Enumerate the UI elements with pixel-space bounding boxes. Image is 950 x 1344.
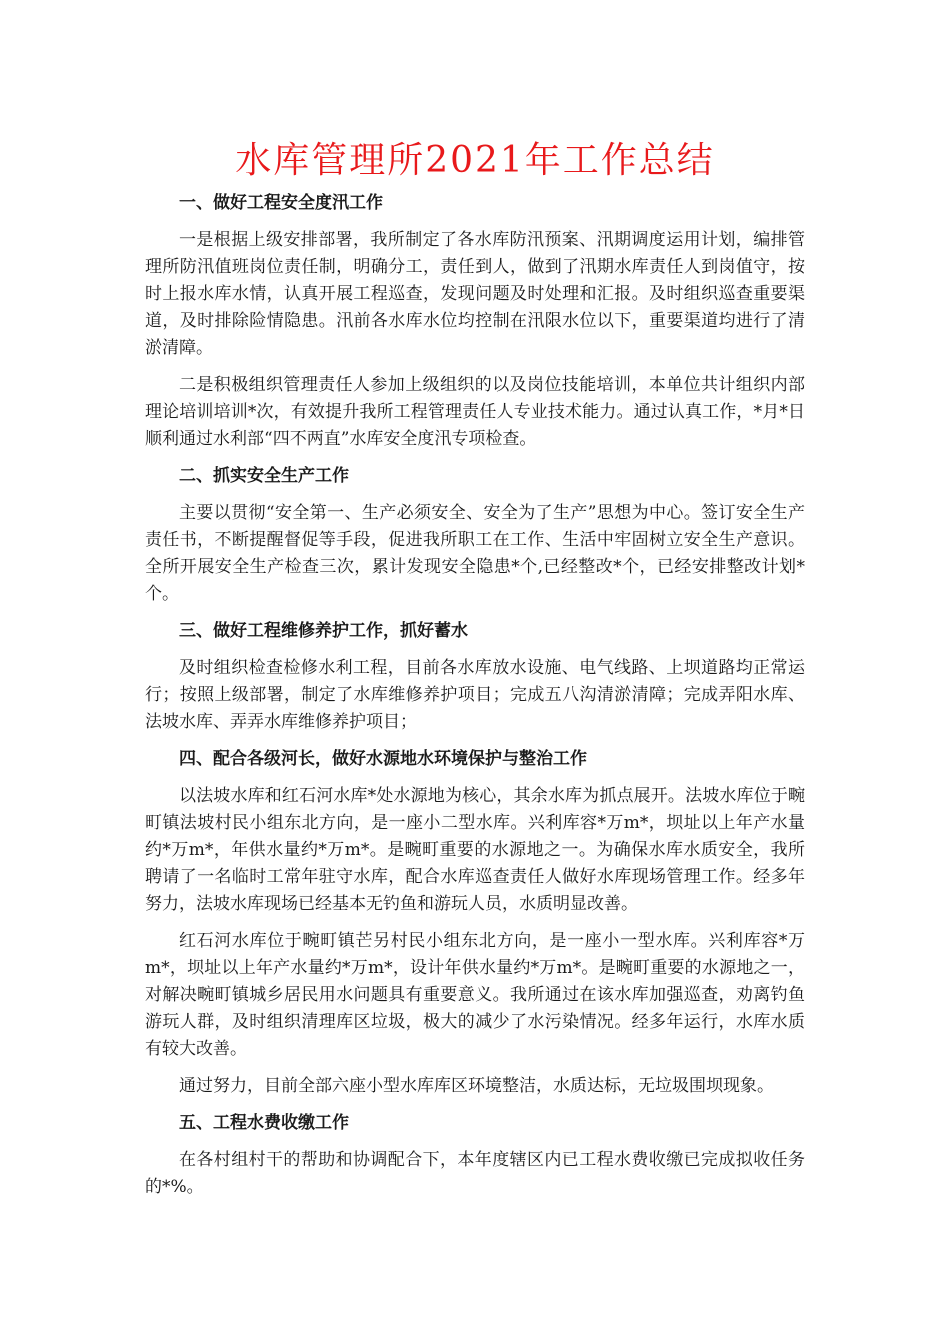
paragraph: 红石河水库位于畹町镇芒另村民小组东北方向，是一座小一型水库。兴利库容*万m*，坝址以上年产水量约*万m*，设计年供水量约*万m*。是畹町重要的水源地之一，对解决畹町镇城乡居民用水问题具有重要意义。我所通过在该水库加强巡查，劝离钓鱼游玩人群，及时组织清理库区垃圾，极大的减少了水污染情况。经多年运行，水库水质有较大改善。 xyxy=(145,931,805,1059)
paragraph: 以法坡水库和红石河水库*处水源地为核心，其余水库为抓点展开。法坡水库位于畹町镇法坡村民小组东北方向，是一座小二型水库。兴利库容*万m*，坝址以上年产水量约*万m*，年供水量约*万m*。是畹町重要的水源地之一。为确保水库水质安全，我所聘请了一名临时工常年驻守水库，配合水库巡查责任人做好水库现场管理工作。经多年努力，法坡水库现场已经基本无钓鱼和游玩人员，水质明显改善。 xyxy=(145,786,805,914)
paragraph: 二是积极组织管理责任人参加上级组织的以及岗位技能培训，本单位共计组织内部理论培训培训*次，有效提升我所工程管理责任人专业技术能力。通过认真工作，*月*日顺利通过水利部“四不两直”水库安全度汛专项检查。 xyxy=(145,375,805,449)
section-heading: 四、配合各级河长，做好水源地水环境保护与整治工作 xyxy=(179,749,587,769)
section-heading: 五、工程水费收缴工作 xyxy=(179,1113,349,1133)
paragraph: 一是根据上级安排部署，我所制定了各水库防汛预案、汛期调度运用计划，编排管理所防汛值班岗位责任制，明确分工，责任到人，做到了汛期水库责任人到岗值守，按时上报水库水情，认真开展工程巡查，发现问题及时处理和汇报。及时组织巡查重要渠道，及时排除险情隐患。汛前各水库水位均控制在汛限水位以下，重要渠道均进行了清淤清障。 xyxy=(145,230,805,358)
section-heading: 三、做好工程维修养护工作，抓好蓄水 xyxy=(179,621,468,641)
paragraph: 在各村组村干的帮助和协调配合下，本年度辖区内已工程水费收缴已完成拟收任务的*%。 xyxy=(145,1150,805,1197)
paragraph: 及时组织检查检修水利工程，目前各水库放水设施、电气线路、上坝道路均正常运行；按照上级部署，制定了水库维修养护项目；完成五八沟清淤清障；完成弄阳水库、法坡水库、弄弄水库维修养护项目； xyxy=(145,658,805,732)
paragraph: 主要以贯彻“安全第一、生产必须安全、安全为了生产”思想为中心。签订安全生产责任书，不断提醒督促等手段，促进我所职工在工作、生活中牢固树立安全生产意识。全所开展安全生产检查三次，累计发现安全隐患*个,已经整改*个，已经安排整改计划*个。 xyxy=(145,503,805,604)
section-heading: 二、抓实安全生产工作 xyxy=(179,466,349,486)
document-title: 水库管理所2021年工作总结 xyxy=(235,140,715,181)
section-heading: 一、做好工程安全度汛工作 xyxy=(179,193,383,213)
paragraph: 通过努力，目前全部六座小型水库库区环境整洁，水质达标，无垃圾围坝现象。 xyxy=(179,1076,774,1096)
document-body xyxy=(145,190,805,1201)
